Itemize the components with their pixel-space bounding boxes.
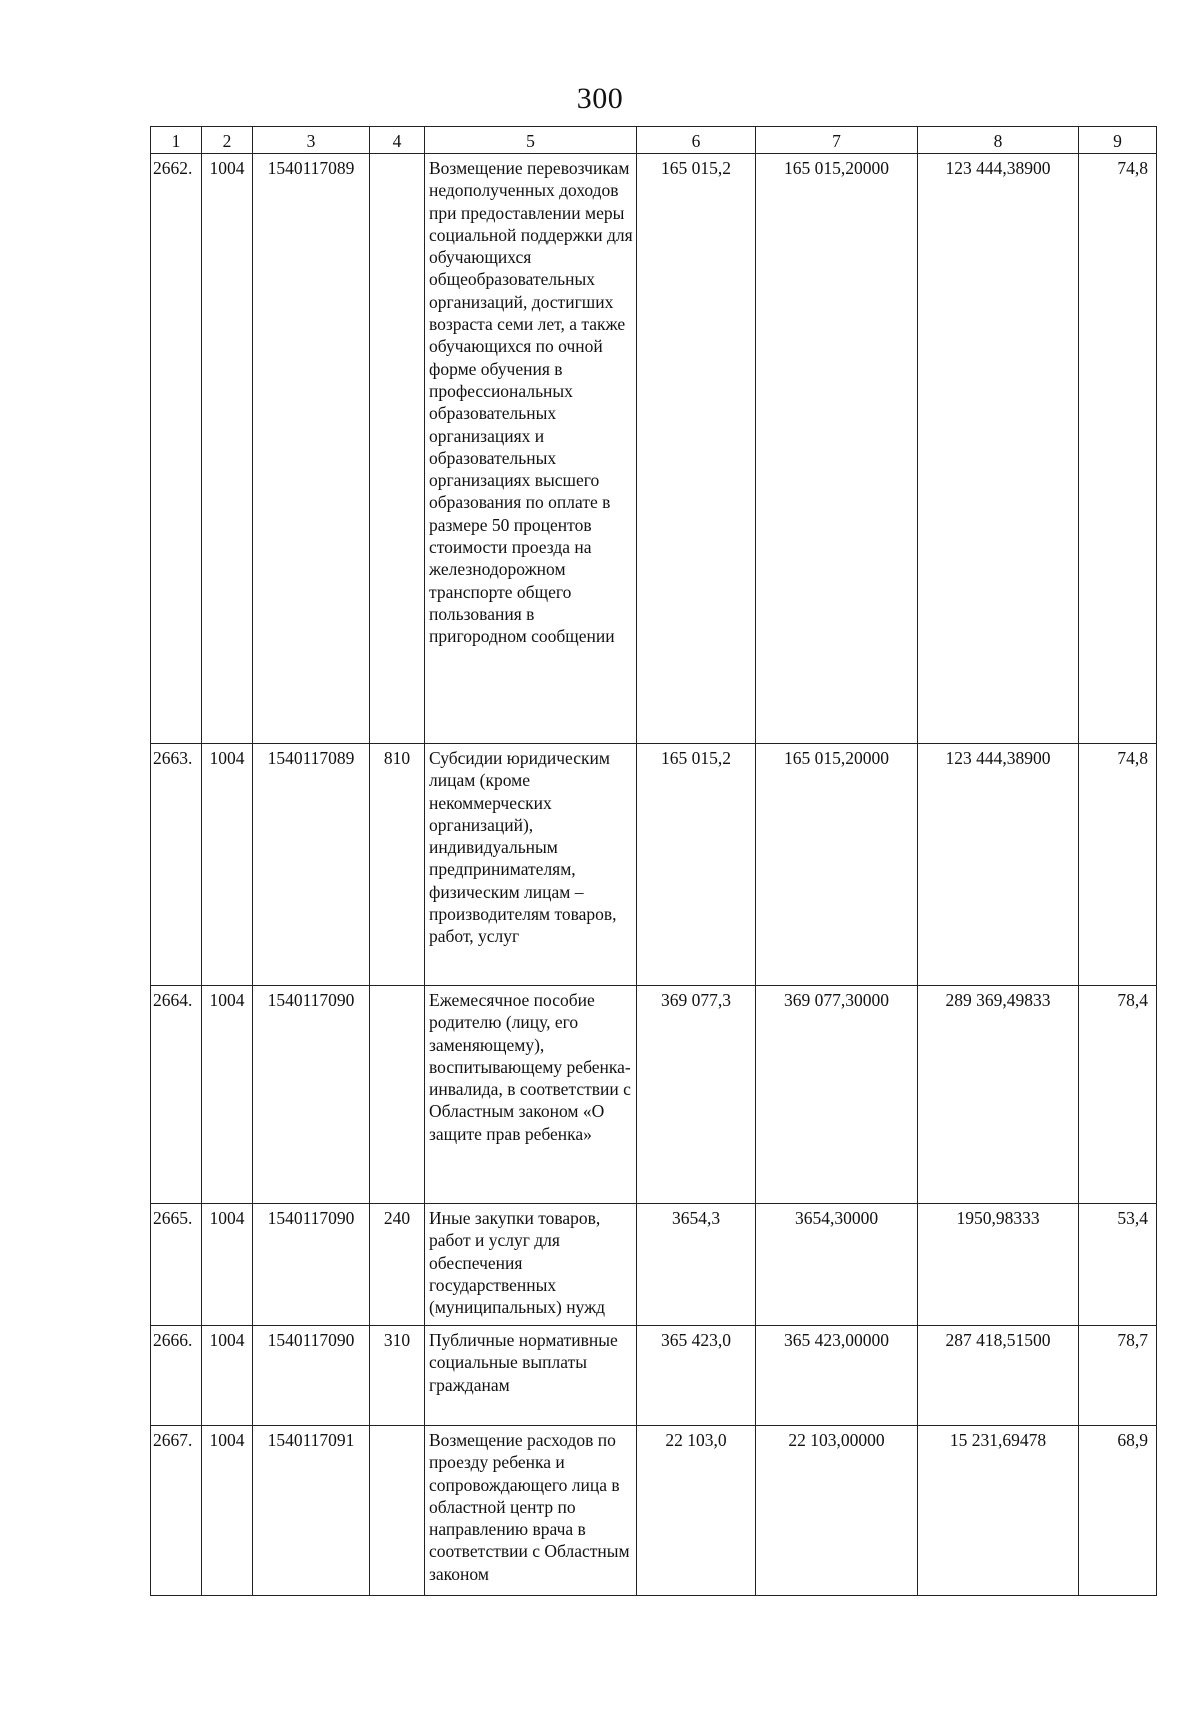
column-header: 6 <box>637 127 756 154</box>
refined-amount: 365 423,00000 <box>756 1326 918 1426</box>
refined-amount: 3654,30000 <box>756 1204 918 1326</box>
target-article-code: 1540117090 <box>253 986 370 1204</box>
header-row <box>151 127 1157 154</box>
expense-type-code: 810 <box>370 744 425 986</box>
column-header: 4 <box>370 127 425 154</box>
expense-type-code <box>370 1426 425 1596</box>
column-header: 9 <box>1079 127 1157 154</box>
expense-type-code <box>370 154 425 744</box>
refined-amount: 165 015,20000 <box>756 154 918 744</box>
page-number: 300 <box>576 82 624 115</box>
refined-amount: 369 077,30000 <box>756 986 918 1204</box>
expense-type-code: 240 <box>370 1204 425 1326</box>
target-article-code: 1540117090 <box>253 1326 370 1426</box>
row-number: 2663. <box>151 744 202 986</box>
column-header: 1 <box>151 127 202 154</box>
executed-amount: 123 444,38900 <box>918 744 1079 986</box>
section-code: 1004 <box>202 1204 253 1326</box>
item-name: Публичные нормативные социальные выплаты гражданам <box>425 1326 637 1426</box>
column-header: 8 <box>918 127 1079 154</box>
refined-amount: 165 015,20000 <box>756 744 918 986</box>
row-number: 2666. <box>151 1326 202 1426</box>
column-header: 7 <box>756 127 918 154</box>
section-code: 1004 <box>202 1326 253 1426</box>
section-code: 1004 <box>202 986 253 1204</box>
column-header: 3 <box>253 127 370 154</box>
execution-percent: 78,4 <box>1079 986 1157 1204</box>
table-row <box>151 1426 1157 1596</box>
plan-amount: 369 077,3 <box>637 986 756 1204</box>
target-article-code: 1540117090 <box>253 1204 370 1326</box>
section-code: 1004 <box>202 1426 253 1596</box>
table-row <box>151 986 1157 1204</box>
execution-percent: 53,4 <box>1079 1204 1157 1326</box>
execution-percent: 78,7 <box>1079 1326 1157 1426</box>
plan-amount: 165 015,2 <box>637 744 756 986</box>
table-row <box>151 154 1157 744</box>
execution-percent: 74,8 <box>1079 744 1157 986</box>
target-article-code: 1540117089 <box>253 154 370 744</box>
target-article-code: 1540117089 <box>253 744 370 986</box>
executed-amount: 287 418,51500 <box>918 1326 1079 1426</box>
item-name: Возмещение расходов по проезду ребенка и сопровождающего лица в областной центр по направлению врача в соответствии с Областным законом <box>425 1426 637 1596</box>
plan-amount: 22 103,0 <box>637 1426 756 1596</box>
executed-amount: 289 369,49833 <box>918 986 1079 1204</box>
row-number: 2667. <box>151 1426 202 1596</box>
item-name: Иные закупки товаров, работ и услуг для обеспечения государственных (муниципальных) нужд <box>425 1204 637 1326</box>
section-code: 1004 <box>202 744 253 986</box>
executed-amount: 15 231,69478 <box>918 1426 1079 1596</box>
row-number: 2665. <box>151 1204 202 1326</box>
row-number: 2664. <box>151 986 202 1204</box>
budget-table <box>150 126 1157 1596</box>
plan-amount: 3654,3 <box>637 1204 756 1326</box>
row-number: 2662. <box>151 154 202 744</box>
item-name: Ежемесячное пособие родителю (лицу, его заменяющему), воспитывающему ребенка-инвалида, в соответствии с Областным законом «О защите прав ребенка» <box>425 986 637 1204</box>
column-header: 2 <box>202 127 253 154</box>
target-article-code: 1540117091 <box>253 1426 370 1596</box>
refined-amount: 22 103,00000 <box>756 1426 918 1596</box>
expense-type-code <box>370 986 425 1204</box>
section-code: 1004 <box>202 154 253 744</box>
column-header: 5 <box>425 127 637 154</box>
plan-amount: 165 015,2 <box>637 154 756 744</box>
item-name: Субсидии юридическим лицам (кроме некоммерческих организаций), индивидуальным предпринимателям, физическим лицам – производителям товаров, работ, услуг <box>425 744 637 986</box>
execution-percent: 74,8 <box>1079 154 1157 744</box>
executed-amount: 123 444,38900 <box>918 154 1079 744</box>
executed-amount: 1950,98333 <box>918 1204 1079 1326</box>
table-row <box>151 1326 1157 1426</box>
item-name: Возмещение перевозчикам недополученных доходов при предоставлении меры социальной поддержки для обучающихся общеобразовательных организаций, достигших возраста семи лет, а также обучающихся по очной форме обучения в профессиональных образовательных организациях и образовательных организациях высшего образования по оплате в размере 50 процентов стоимости проезда на железнодорожном транспорте общего пользования в пригородном сообщении <box>425 154 637 744</box>
execution-percent: 68,9 <box>1079 1426 1157 1596</box>
table-row <box>151 1204 1157 1326</box>
table-row <box>151 744 1157 986</box>
plan-amount: 365 423,0 <box>637 1326 756 1426</box>
expense-type-code: 310 <box>370 1326 425 1426</box>
